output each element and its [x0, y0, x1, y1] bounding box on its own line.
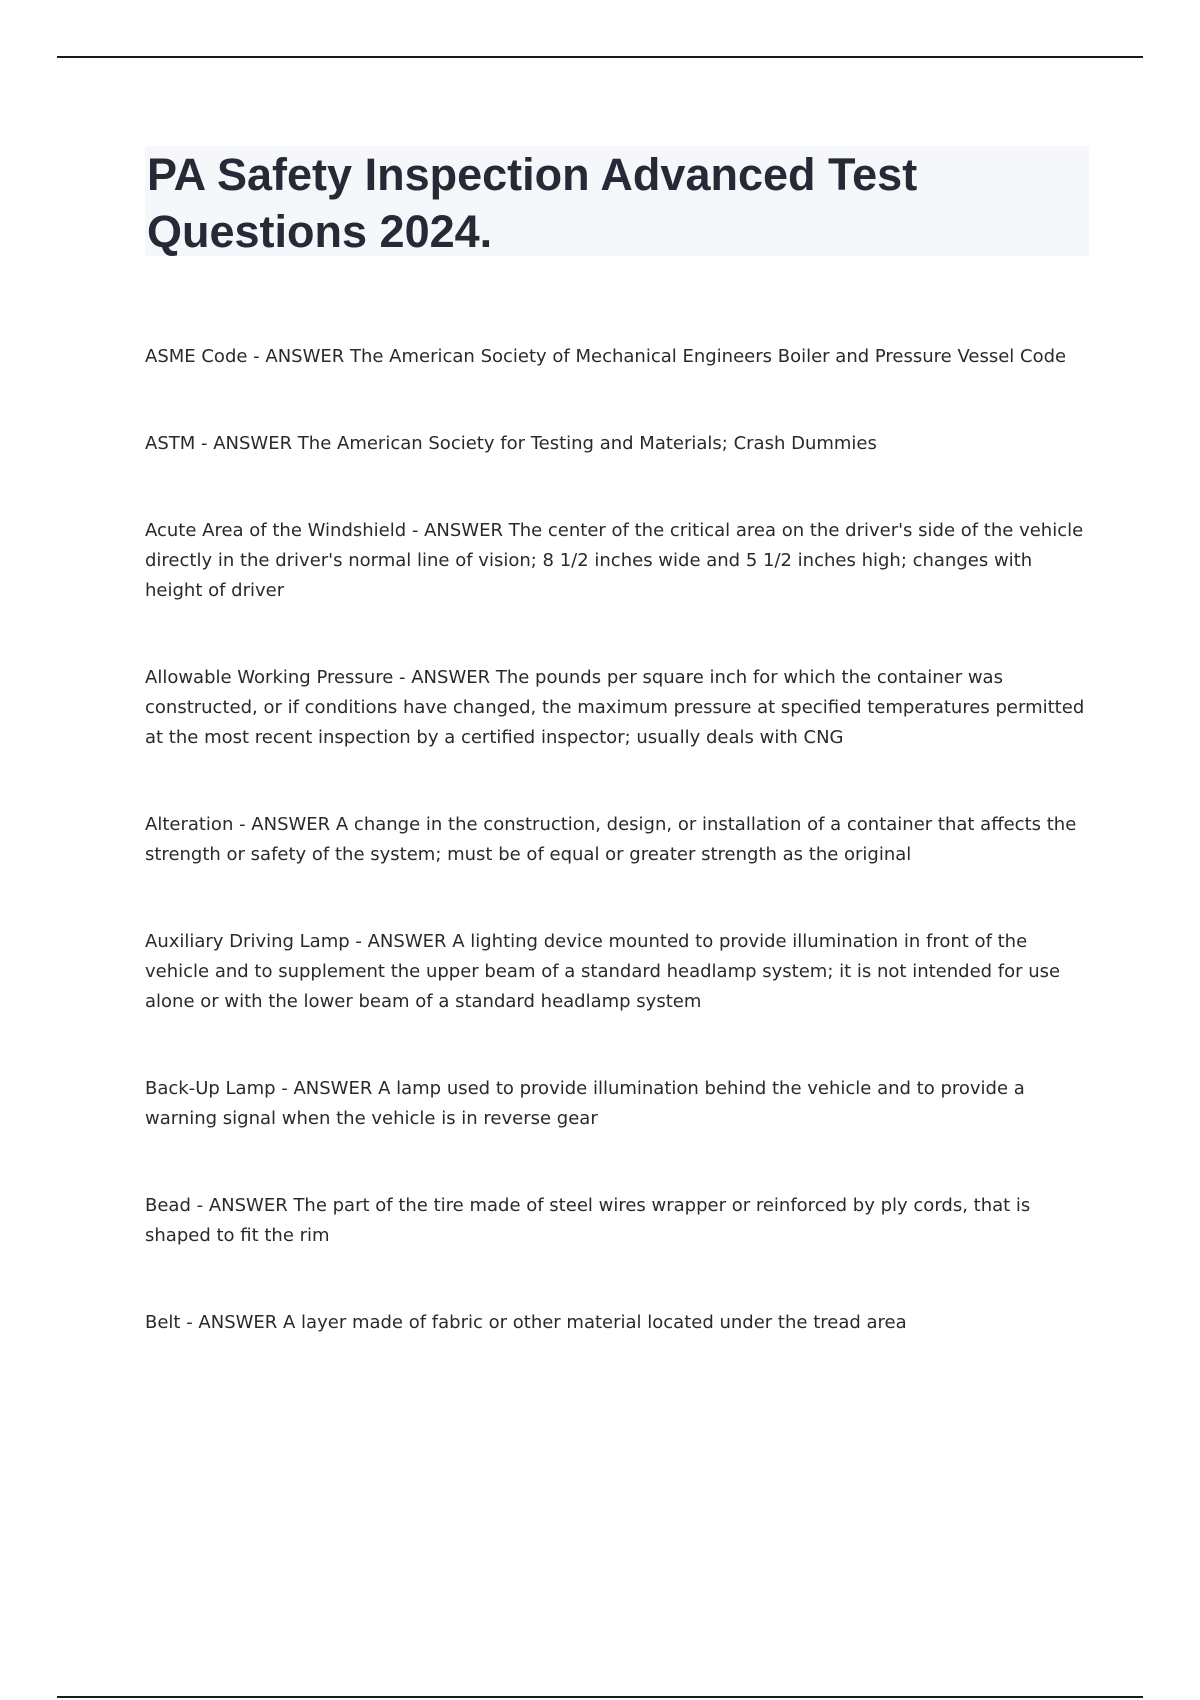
top-divider: [57, 56, 1143, 58]
entry-astm: ASTM - ANSWER The American Society for Testing and Materials; Crash Dummies: [145, 433, 877, 454]
entry-allowable-working-pressure: Allowable Working Pressure - ANSWER The pounds per square inch for which the container was constructed, or if conditions have changed, the maximum pressure at specified temperatures permitted at the most recent inspection by a certified inspector; usually deals with CNG: [145, 667, 1085, 748]
entry-auxiliary-driving-lamp: Auxiliary Driving Lamp - ANSWER A lighting device mounted to provide illumination in front of the vehicle and to supplement the upper beam of a standard headlamp system; it is not intended for use alone or with the lower beam of a standard headlamp system: [145, 931, 1061, 1012]
entry-asme-code: ASME Code - ANSWER The American Society of Mechanical Engineers Boiler and Pressure Vessel Code: [145, 346, 1067, 367]
title-banner: [145, 146, 1089, 256]
entry-list: [145, 342, 1095, 1395]
entry-back-up-lamp: Back-Up Lamp - ANSWER A lamp used to provide illumination behind the vehicle and to provide a warning signal when the vehicle is in reverse gear: [145, 1078, 1025, 1129]
entry-bead: Bead - ANSWER The part of the tire made of steel wires wrapper or reinforced by ply cords, that is shaped to fit the rim: [145, 1195, 1031, 1246]
entry-belt: Belt - ANSWER A layer made of fabric or other material located under the tread area: [145, 1312, 907, 1333]
bottom-divider: [57, 1696, 1143, 1698]
page-title: PA Safety Inspection Advanced Test Questions 2024.: [147, 149, 918, 257]
entry-acute-area-windshield: Acute Area of the Windshield - ANSWER The center of the critical area on the driver's side of the vehicle directly in the driver's normal line of vision; 8 1/2 inches wide and 5 1/2 inches high; changes with height of driver: [145, 520, 1084, 601]
entry-alteration: Alteration - ANSWER A change in the construction, design, or installation of a container that affects the strength or safety of the system; must be of equal or greater strength as the original: [145, 814, 1077, 865]
